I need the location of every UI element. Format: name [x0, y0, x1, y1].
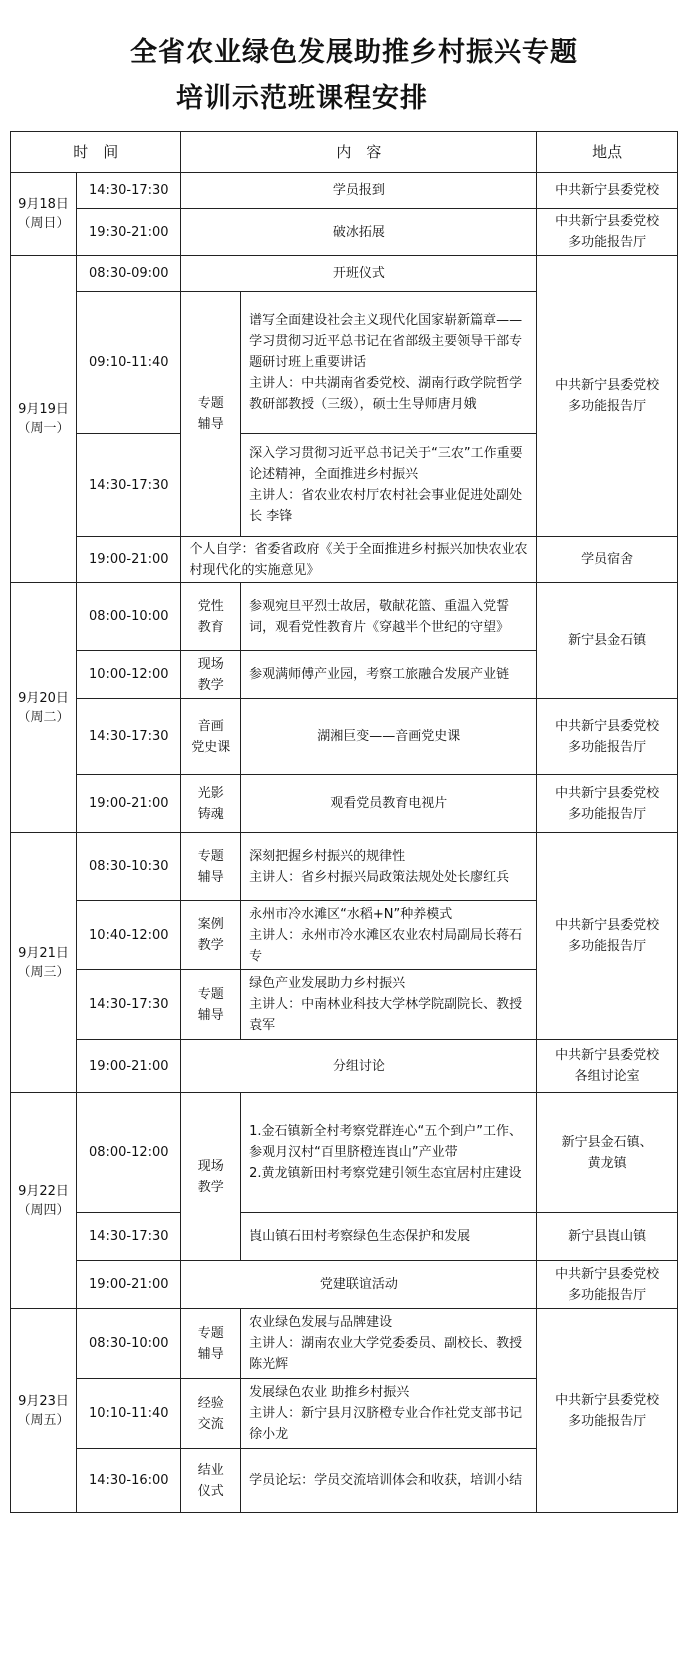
weekday-label: （周二）: [17, 709, 70, 725]
table-row: [11, 1213, 678, 1261]
weekday-label: （周日）: [17, 216, 70, 231]
table-row: [11, 833, 678, 901]
content-cell: [241, 1309, 537, 1379]
place-cell: 中共新宁县委党校 多功能报告厅: [537, 775, 678, 833]
time-cell: 08:30-10:30: [77, 833, 181, 901]
place-cell: 新宁县金石镇: [537, 583, 678, 699]
date-cell: [11, 583, 77, 833]
content-cell: [241, 970, 537, 1040]
category-cell: 现场 教学: [181, 651, 241, 699]
table-row: [11, 699, 678, 775]
place-cell: 中共新宁县委党校 多功能报告厅: [537, 256, 678, 537]
weekday-label: （周四）: [17, 1202, 70, 1218]
content-cell: [241, 292, 537, 434]
time-cell: 19:00-21:00: [77, 1040, 181, 1093]
topic-text: 深入学习贯彻习近平总书记关于“三农”工作重要论述精神，全面推进乡村振兴: [249, 446, 523, 482]
place-cell: 新宁县崀山镇: [537, 1213, 678, 1261]
topic-text: 农业绿色发展与品牌建设: [249, 1315, 393, 1330]
date-label: 9月22日: [18, 1183, 69, 1199]
weekday-label: （周三）: [17, 964, 70, 980]
table-row: [11, 209, 678, 256]
content-cell: [241, 901, 537, 970]
category-cell: 案例 教学: [181, 901, 241, 970]
topic-text: 绿色产业发展助力乡村振兴: [249, 976, 406, 991]
content-cell: [241, 434, 537, 537]
category-cell: 专题 辅导: [181, 292, 241, 537]
time-cell: 10:00-12:00: [77, 651, 181, 699]
content-cell: [241, 1093, 537, 1213]
time-cell: 09:10-11:40: [77, 292, 181, 434]
time-cell: 19:00-21:00: [77, 775, 181, 833]
time-cell: 08:30-10:00: [77, 1309, 181, 1379]
date-cell: [11, 256, 77, 583]
content-cell: 学员报到: [181, 173, 537, 209]
time-cell: 19:30-21:00: [77, 209, 181, 256]
weekday-label: （周一）: [17, 421, 70, 436]
place-cell: 中共新宁县委党校 多功能报告厅: [537, 1309, 678, 1513]
speaker-text: 主讲人：永州市冷水滩区农业农村局副局长蒋石专: [249, 927, 523, 964]
content-cell: 湖湘巨变——音画党史课: [241, 699, 537, 775]
table-row: [11, 173, 678, 209]
time-cell: 14:30-17:30: [77, 970, 181, 1040]
time-cell: 14:30-17:30: [77, 173, 181, 209]
content-cell: 崀山镇石田村考察绿色生态保护和发展: [241, 1213, 537, 1261]
time-cell: 14:30-17:30: [77, 434, 181, 537]
time-cell: 10:40-12:00: [77, 901, 181, 970]
time-cell: 19:00-21:00: [77, 537, 181, 583]
time-cell: 08:30-09:00: [77, 256, 181, 292]
speaker-text: 主讲人：省乡村振兴局政策法规处处长廖红兵: [249, 869, 510, 885]
content-cell: [241, 1379, 537, 1449]
item-text: 1.金石镇新全村考察党群连心“五个到户”工作、参观月汉村“百里脐橙连崀山”产业带: [249, 1124, 522, 1160]
place-cell: 中共新宁县委党校 多功能报告厅: [537, 1261, 678, 1309]
title-line-1: 全省农业绿色发展助推乡村振兴专题: [130, 37, 578, 68]
speaker-text: 主讲人：中南林业科技大学林学院副院长、教授 袁军: [249, 997, 523, 1033]
topic-text: 发展绿色农业 助推乡村振兴: [249, 1385, 410, 1400]
date-label: 9月18日: [18, 197, 69, 212]
table-row: [11, 1093, 678, 1213]
place-cell: 中共新宁县委党校: [537, 173, 678, 209]
place-cell: 中共新宁县委党校 多功能报告厅: [537, 699, 678, 775]
topic-text: 永州市冷水滩区“水稻+N”种养模式: [249, 906, 453, 922]
date-label: 9月21日: [18, 945, 69, 961]
header-row: [11, 132, 678, 173]
category-cell: 专题 辅导: [181, 833, 241, 901]
table-row: [11, 775, 678, 833]
category-cell: 现场 教学: [181, 1093, 241, 1261]
category-cell: 专题 辅导: [181, 970, 241, 1040]
schedule-table: [10, 131, 678, 1513]
content-cell: 破冰拓展: [181, 209, 537, 256]
content-cell: 观看党员教育电视片: [241, 775, 537, 833]
category-cell: 经验 交流: [181, 1379, 241, 1449]
topic-text: 谱写全面建设社会主义现代化国家崭新篇章——学习贯彻习近平总书记在省部级主要领导干部专题研讨班上重要讲话: [249, 313, 523, 370]
place-cell: 中共新宁县委党校 多功能报告厅: [537, 209, 678, 256]
weekday-label: （周五）: [17, 1412, 70, 1428]
speaker-text: 主讲人：湖南农业大学党委委员、副校长、教授 陈光辉: [249, 1336, 523, 1372]
date-cell: [11, 1093, 77, 1309]
header-content: 内 容: [181, 132, 537, 173]
content-cell: [241, 833, 537, 901]
date-label: 9月20日: [18, 690, 69, 706]
content-cell: 参观满师傅产业园，考察工旅融合发展产业链: [241, 651, 537, 699]
place-cell: 中共新宁县委党校 各组讨论室: [537, 1040, 678, 1093]
time-cell: 14:30-17:30: [77, 699, 181, 775]
table-row: [11, 583, 678, 651]
table-row: [11, 1309, 678, 1379]
place-cell: 学员宿舍: [537, 537, 678, 583]
date-label: 9月23日: [18, 1393, 69, 1409]
date-label: 9月19日: [18, 402, 69, 417]
table-row: [11, 1261, 678, 1309]
category-cell: 结业 仪式: [181, 1449, 241, 1513]
topic-text: 深刻把握乡村振兴的规律性: [249, 848, 406, 864]
content-cell: 开班仪式: [181, 256, 537, 292]
speaker-text: 主讲人：省农业农村厅农村社会事业促进处副处长 李锋: [249, 488, 523, 524]
category-cell: 党性 教育: [181, 583, 241, 651]
category-cell: 音画 党史课: [181, 699, 241, 775]
time-cell: 08:00-10:00: [77, 583, 181, 651]
item-text: 2.黄龙镇新田村考察党建引领生态宜居村庄建设: [249, 1166, 522, 1181]
date-cell: [11, 833, 77, 1093]
speaker-text: 主讲人：新宁县月汉脐橙专业合作社党支部书记 徐小龙: [249, 1406, 523, 1442]
time-cell: 19:00-21:00: [77, 1261, 181, 1309]
place-cell: 新宁县金石镇、 黄龙镇: [537, 1093, 678, 1213]
header-place: 地点: [537, 132, 678, 173]
time-cell: 10:10-11:40: [77, 1379, 181, 1449]
time-cell: 14:30-16:00: [77, 1449, 181, 1513]
content-cell: 分组讨论: [181, 1040, 537, 1093]
time-cell: 08:00-12:00: [77, 1093, 181, 1213]
table-row: [11, 537, 678, 583]
category-cell: 光影 铸魂: [181, 775, 241, 833]
date-cell: [11, 173, 77, 256]
speaker-text: 主讲人：中共湖南省委党校、湖南行政学院哲学教研部教授（三级），硕士生导师唐月娥: [249, 376, 523, 412]
content-cell: 党建联谊活动: [181, 1261, 537, 1309]
time-cell: 14:30-17:30: [77, 1213, 181, 1261]
content-cell: 个人自学：省委省政府《关于全面推进乡村振兴加快农业农村现代化的实施意见》: [181, 537, 537, 583]
date-cell: [11, 1309, 77, 1513]
content-cell: 参观宛旦平烈士故居，敬献花篮、重温入党誓词，观看党性教育片《穿越半个世纪的守望》: [241, 583, 537, 651]
title-line-2: 培训示范班课程安排: [176, 83, 428, 114]
table-row: [11, 1040, 678, 1093]
place-cell: 中共新宁县委党校 多功能报告厅: [537, 833, 678, 1040]
header-time: 时 间: [11, 132, 181, 173]
category-cell: 专题 辅导: [181, 1309, 241, 1379]
table-row: [11, 256, 678, 292]
content-cell: 学员论坛：学员交流培训体会和收获，培训小结: [241, 1449, 537, 1513]
